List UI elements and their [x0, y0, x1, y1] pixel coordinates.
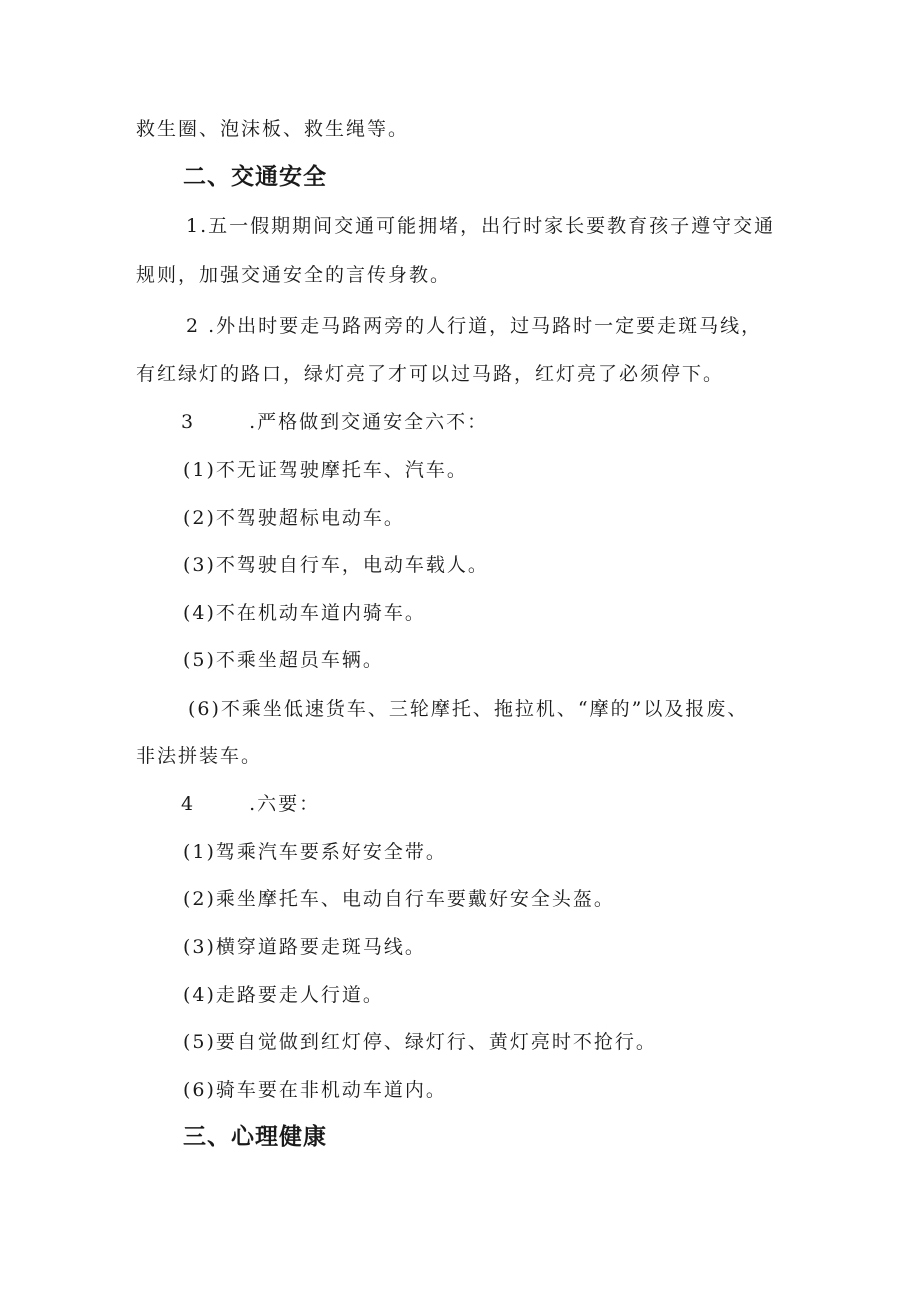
paragraph-1-line-2: 规则，加强交通安全的言传身教。 [136, 264, 452, 286]
six-must-item-5: (5)要自觉做到红灯停、绿灯行、黄灯亮时不抢行。 [183, 1031, 657, 1053]
section-heading-mental-health: 三、心理健康 [183, 1124, 327, 1150]
six-not-item-2: (2)不驾驶超标电动车。 [183, 507, 405, 529]
six-must-item-1: (1)驾乘汽车要系好安全带。 [183, 841, 447, 863]
paragraph-1-line-1: 1.五一假期期间交通可能拥堵，出行时家长要教育孩子遵守交通 [186, 215, 776, 237]
paragraph-4-number: 4 [181, 793, 196, 815]
paragraph-3 [181, 413, 488, 432]
paragraph-3-number: 3 [181, 411, 196, 433]
section-heading-traffic: 二、交通安全 [183, 164, 327, 190]
six-must-item-4: (4)走路要走人行道。 [183, 984, 384, 1006]
six-not-item-5: (5)不乘坐超员车辆。 [183, 649, 384, 671]
paragraph-2-line-1: 2 .外出时要走马路两旁的人行道，过马路时一定要走斑马线， [186, 315, 763, 337]
six-not-item-6-continuation: 非法拼装车。 [136, 745, 263, 767]
paragraph-3-text: .严格做到交通安全六不： [249, 411, 489, 433]
paragraph-4 [181, 795, 320, 814]
six-must-item-3: (3)横穿道路要走斑马线。 [183, 936, 426, 958]
six-not-item-1: (1)不无证驾驶摩托车、汽车。 [183, 459, 468, 481]
six-must-item-6: (6)骑车要在非机动车道内。 [183, 1079, 447, 1101]
paragraph-2-line-2: 有红绿灯的路口，绿灯亮了才可以过马路，红灯亮了必须停下。 [136, 363, 725, 385]
six-must-item-2: (2)乘坐摩托车、电动自行车要戴好安全头盔。 [183, 888, 615, 910]
paragraph-4-text: .六要： [249, 793, 321, 815]
six-not-item-3: (3)不驾驶自行车，电动车载人。 [183, 554, 489, 576]
six-not-item-4: (4)不在机动车道内骑车。 [183, 602, 426, 624]
paragraph-continuation: 救生圈、泡沫板、救生绳等。 [136, 118, 410, 140]
six-not-item-6: (6)不乘坐低速货车、三轮摩托、拖拉机、“摩的”以及报废、 [188, 698, 749, 720]
